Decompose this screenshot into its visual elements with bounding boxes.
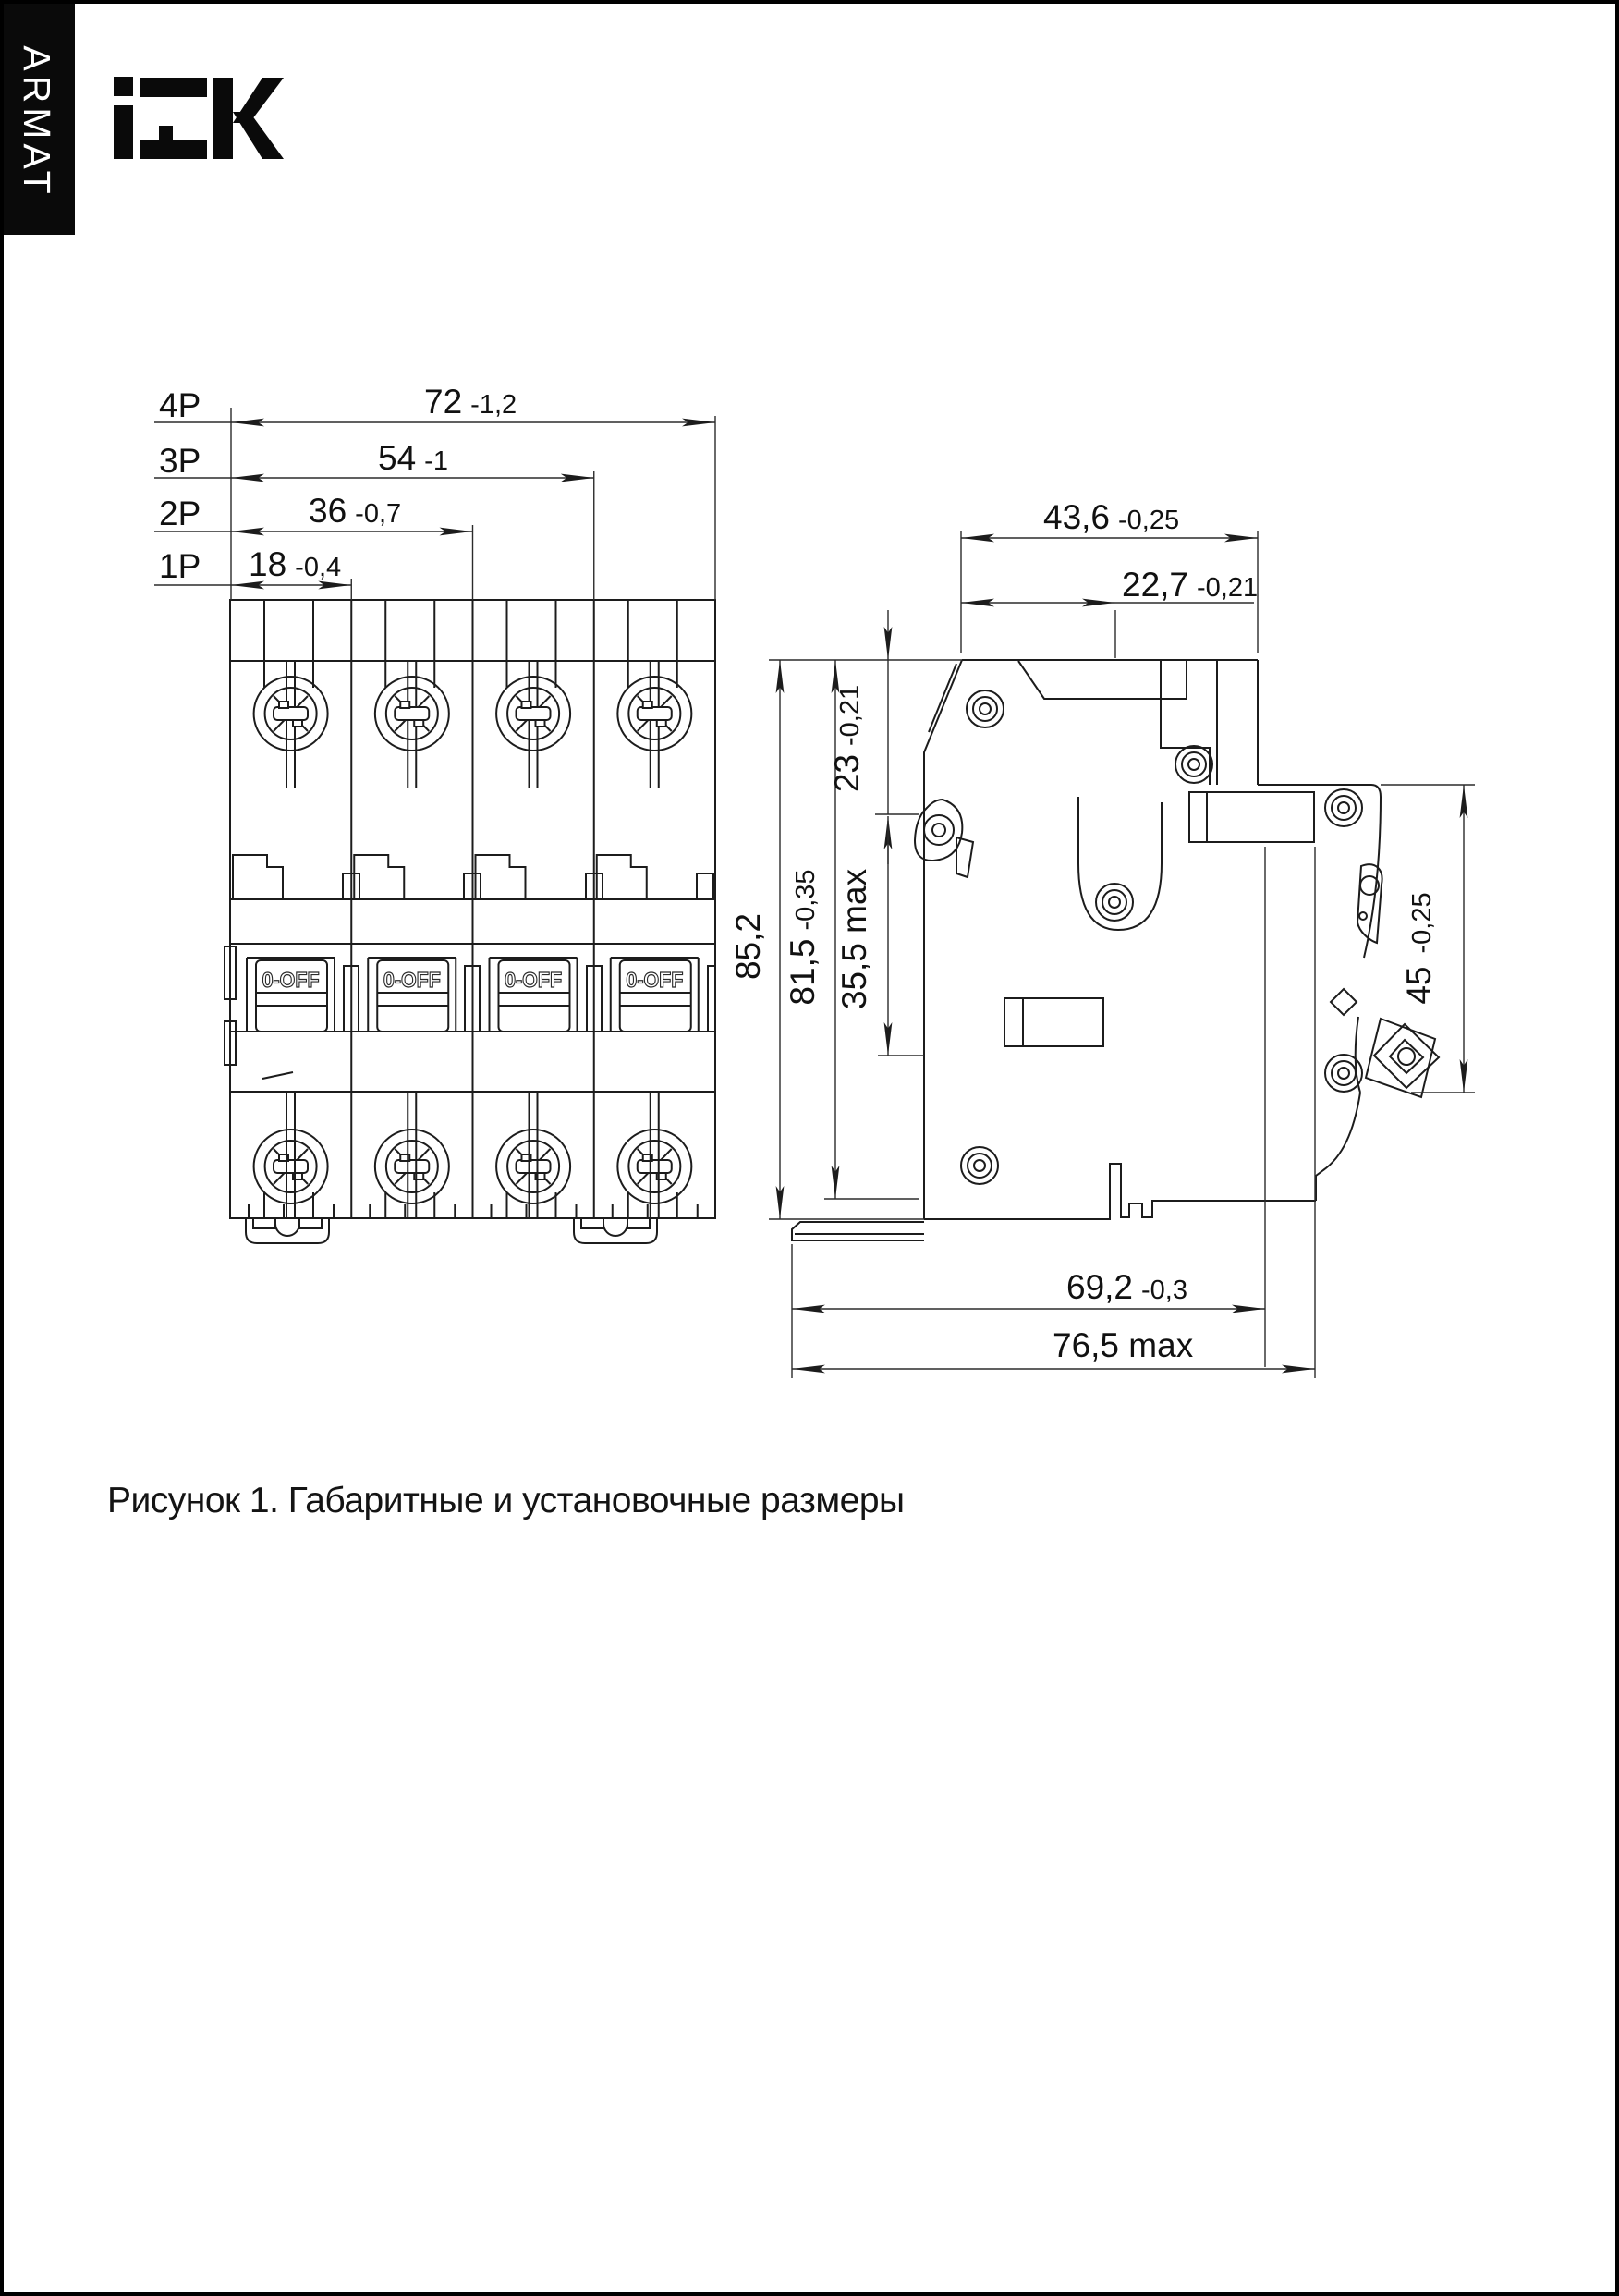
front-view: [225, 600, 715, 1243]
pole-count-2p: 2P: [159, 495, 201, 532]
dim-width-2p: 36 -0,7: [309, 492, 402, 530]
rivet-rear-upper: [1325, 789, 1362, 826]
pole-count-4p: 4P: [159, 386, 201, 424]
toggle-label-4: 0-OFF: [626, 968, 684, 992]
front-view-dimensions: [154, 383, 715, 600]
dim-rear-height: 45-0,25: [1400, 892, 1438, 1005]
pole-4: [597, 600, 699, 1218]
side-view: [792, 660, 1439, 1240]
pole-2: [354, 600, 456, 1218]
pole-1: [233, 600, 335, 1218]
side-view-body: [792, 660, 1439, 1240]
front-view-body: [225, 600, 715, 1218]
armat-label: ARMAT: [16, 45, 58, 199]
dim-depth-terminal: 22,7 -0,21: [1122, 566, 1259, 604]
dim-latch-travel: 35,5 max: [835, 868, 873, 1010]
dim-width-1p: 18 -0,4: [249, 545, 342, 583]
dim-depth-bottom: 69,2 -0,3: [1066, 1268, 1187, 1306]
dim-front-top-height: 23-0,21: [828, 684, 866, 793]
figure-caption: Рисунок 1. Габаритные и установочные размеры: [107, 1481, 905, 1520]
rivet-rear-lower: [1325, 1055, 1362, 1092]
pole-count-1p: 1P: [159, 547, 201, 585]
dim-total-height: 85,2: [729, 912, 767, 981]
side-view-dimensions: [729, 498, 1475, 1378]
toggle-label-2: 0-OFF: [383, 968, 441, 992]
din-clip-right: [574, 1218, 657, 1243]
dim-depth-max: 76,5 max: [1053, 1326, 1194, 1364]
dim-body-height: 81,5-0,35: [784, 869, 822, 1006]
toggle-label-3: 0-OFF: [505, 968, 563, 992]
dim-width-3p: 54 -1: [378, 439, 448, 477]
rivet-top-rear: [1175, 746, 1212, 783]
rivet-top-front: [967, 690, 1004, 727]
pole-count-3p: 3P: [159, 442, 201, 480]
pole-3: [476, 600, 578, 1218]
rivet-bottom-front: [961, 1147, 998, 1184]
rivet-center: [1096, 884, 1133, 921]
dim-lines-front: [154, 408, 715, 600]
technical-drawing: [4, 4, 1619, 2296]
dim-lines-side: [769, 531, 1475, 1378]
dim-width-4p: 72 -1,2: [424, 383, 517, 421]
toggle-label-1: 0-OFF: [262, 968, 320, 992]
din-clip-left: [246, 1218, 329, 1243]
dim-depth-top: 43,6 -0,25: [1043, 498, 1180, 536]
